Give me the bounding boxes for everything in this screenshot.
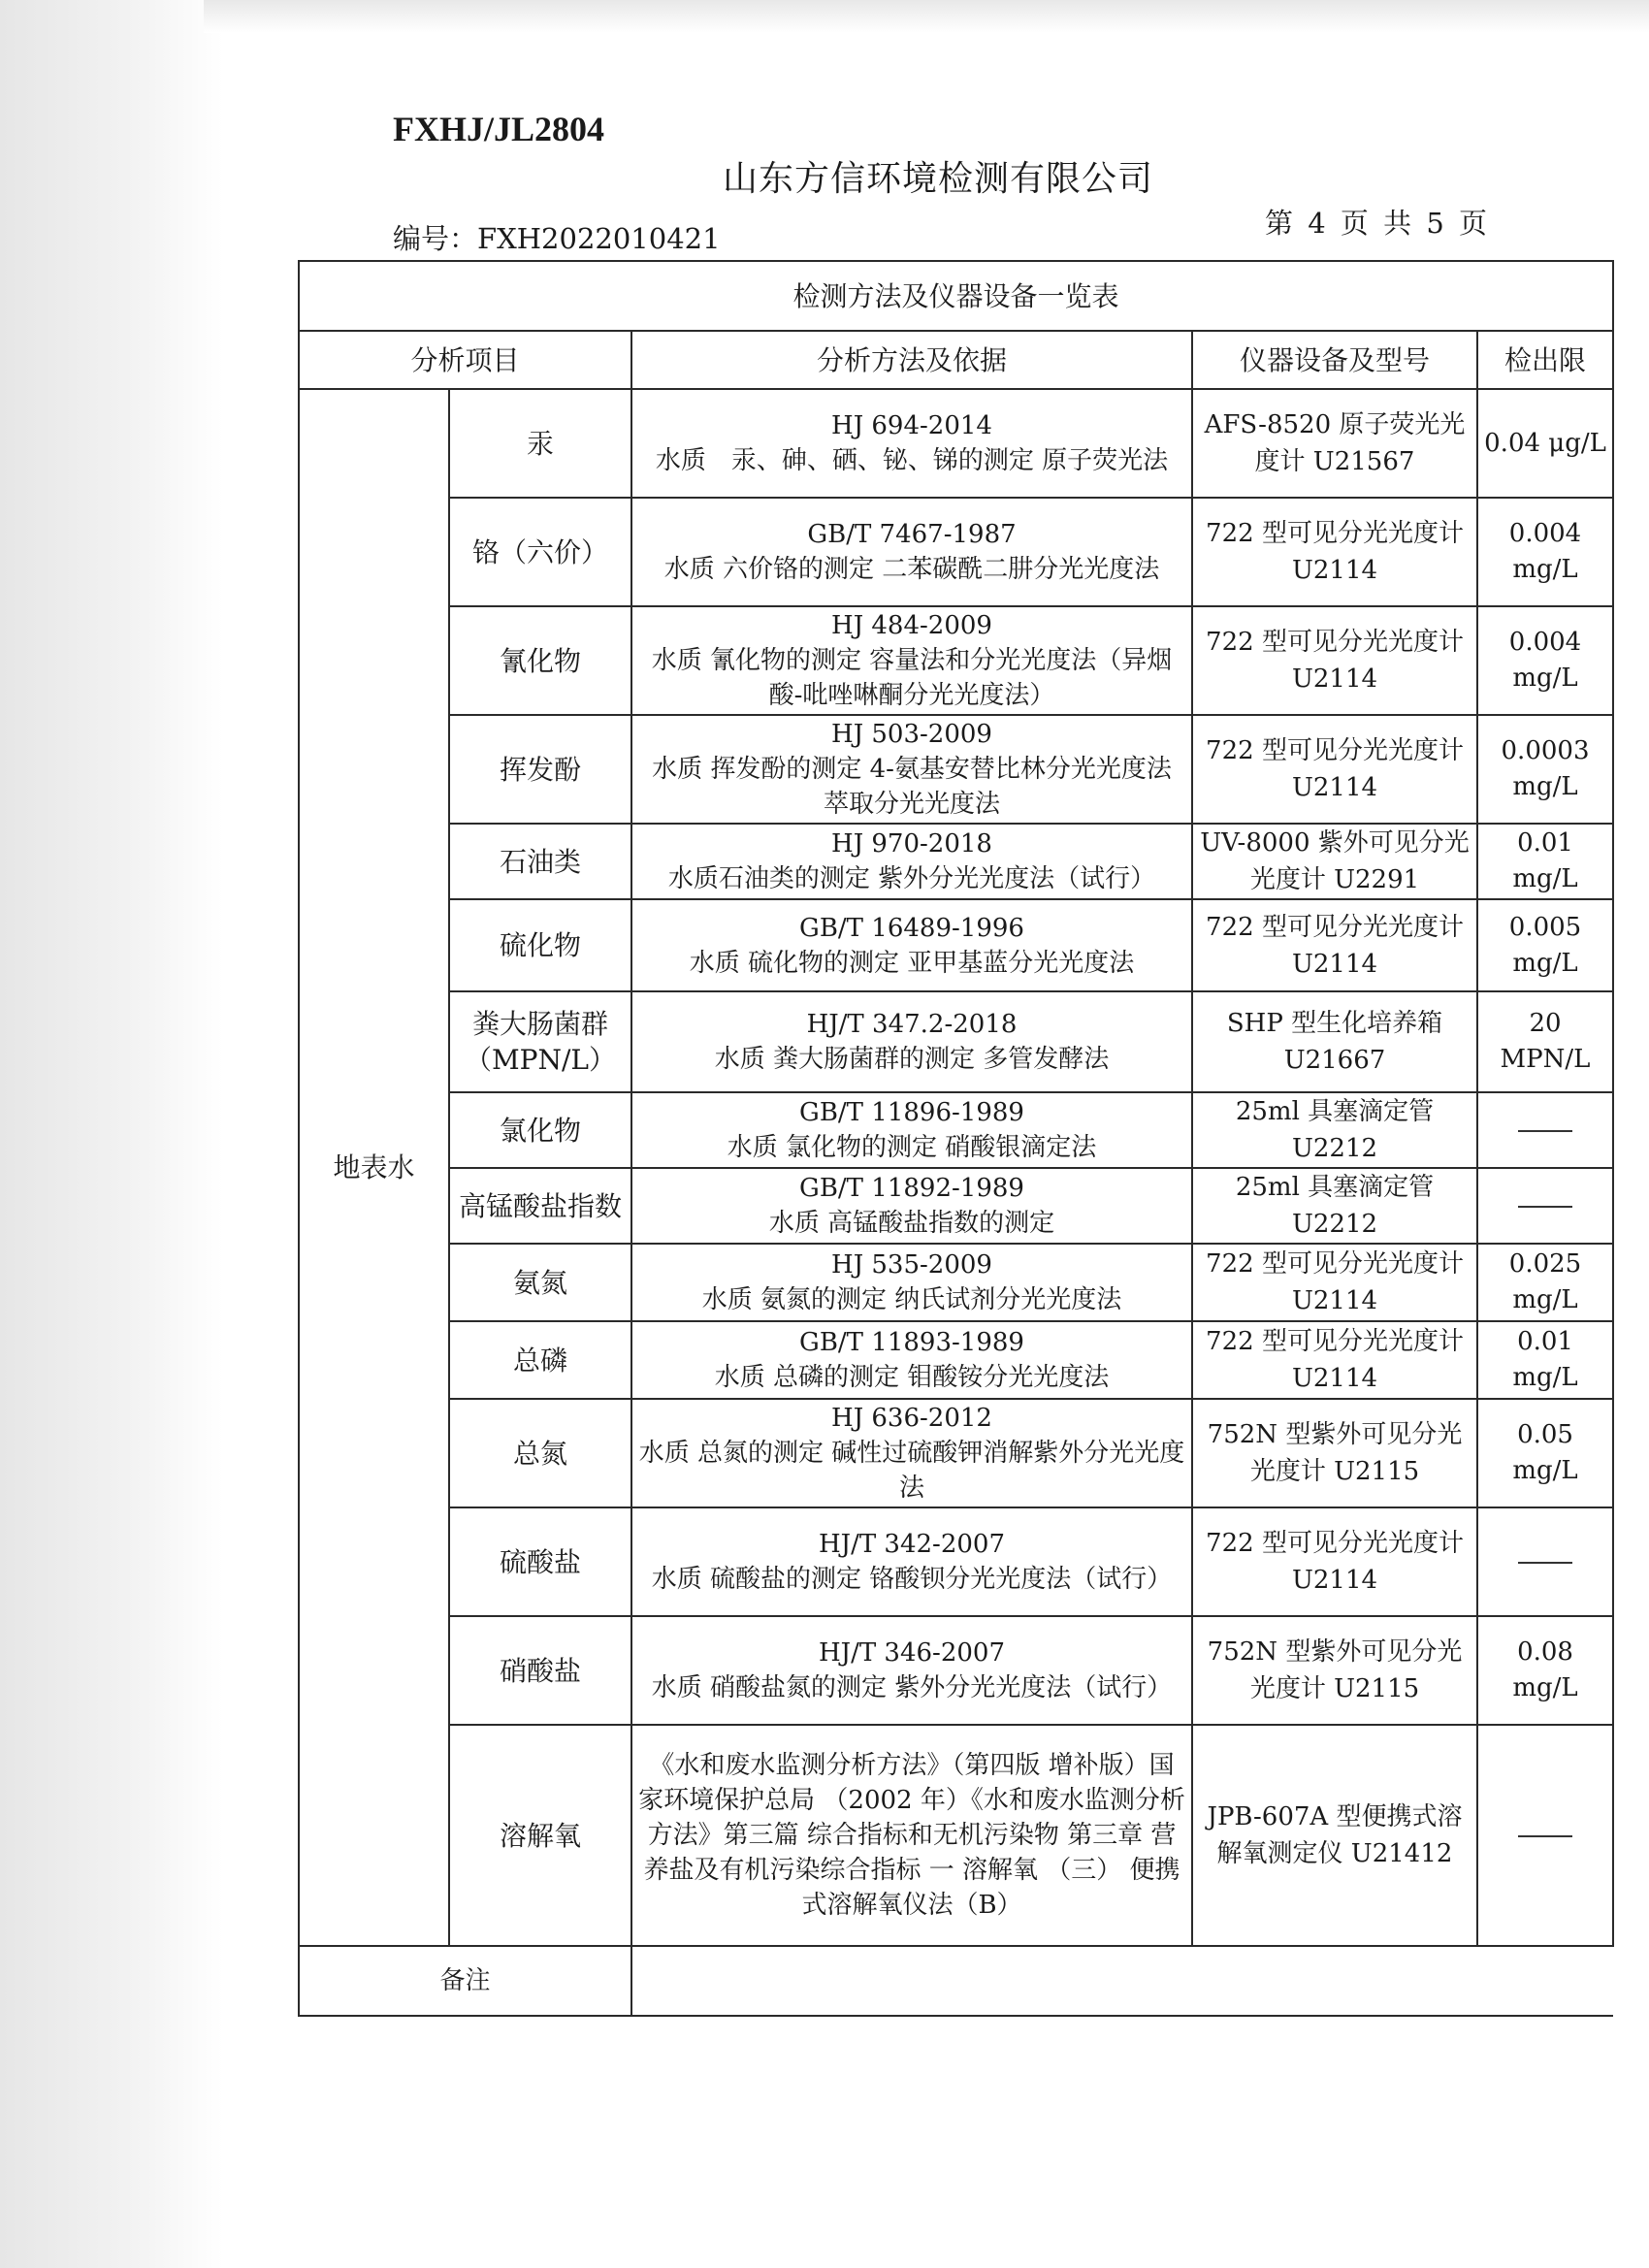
method-cell <box>631 1616 1192 1725</box>
method-description: 水质 氰化物的测定 容量法和分光光度法（异烟酸-吡唑啉酮分光光度法） <box>651 646 1173 710</box>
scan-shadow-top <box>204 0 1649 33</box>
instrument-cell: 722 型可见分光光度计 U2114 <box>1192 1321 1477 1399</box>
method-cell <box>631 1244 1192 1321</box>
table-row <box>299 1399 1613 1507</box>
table-row <box>299 1616 1613 1725</box>
report-serial-number: 编号：FXH2022010421 <box>393 222 721 255</box>
method-description: 水质 硫化物的测定 亚甲基蓝分光光度法 <box>689 948 1135 978</box>
method-cell <box>631 1399 1192 1507</box>
item-cell: 粪大肠菌群（MPN/L） <box>449 991 631 1092</box>
limit-cell: 0.05 mg/L <box>1477 1399 1613 1507</box>
column-header: 分析项目 <box>299 331 631 389</box>
method-cell <box>631 1321 1192 1399</box>
table-row <box>299 1507 1613 1616</box>
empty-value-dash <box>1518 1835 1572 1837</box>
method-description: 水质 总氮的测定 碱性过硫酸钾消解紫外分光光度法 <box>638 1439 1185 1503</box>
method-cell <box>631 1168 1192 1244</box>
method-description: 水质 六价铬的测定 二苯碳酰二肼分光光度法 <box>663 555 1160 584</box>
method-cell <box>631 498 1192 606</box>
method-description: 水质 硫酸盐的测定 铬酸钡分光光度法（试行） <box>651 1565 1173 1594</box>
method-cell <box>631 606 1192 715</box>
limit-cell: 0.025 mg/L <box>1477 1244 1613 1321</box>
limit-cell <box>1477 1725 1613 1946</box>
limit-cell <box>1477 1168 1613 1244</box>
limit-cell: 0.01 mg/L <box>1477 1321 1613 1399</box>
table-row <box>299 498 1613 606</box>
item-cell: 铬（六价） <box>449 498 631 606</box>
instrument-cell: 25ml 具塞滴定管 U2212 <box>1192 1092 1477 1168</box>
page-indicator: 第 4 页 共 5 页 <box>1265 207 1487 240</box>
table-row <box>299 899 1613 991</box>
method-standard: HJ 535-2009 <box>831 1250 992 1280</box>
method-cell <box>631 1092 1192 1168</box>
limit-cell: 0.04 μg/L <box>1477 389 1613 498</box>
table-row <box>299 1244 1613 1321</box>
remark-label: 备注 <box>299 1946 631 2016</box>
instrument-cell: 722 型可见分光光度计 U2114 <box>1192 1244 1477 1321</box>
document-code: FXHJ/JL2804 <box>393 110 605 148</box>
table-caption: 检测方法及仪器设备一览表 <box>299 261 1613 331</box>
method-cell <box>631 991 1192 1092</box>
limit-cell <box>1477 1507 1613 1616</box>
method-cell <box>631 389 1192 498</box>
method-standard: HJ/T 346-2007 <box>818 1638 1006 1668</box>
column-header: 分析方法及依据 <box>631 331 1192 389</box>
instrument-cell: 25ml 具塞滴定管 U2212 <box>1192 1168 1477 1244</box>
method-cell <box>631 1507 1192 1616</box>
limit-cell: 0.005 mg/L <box>1477 899 1613 991</box>
item-cell: 溶解氧 <box>449 1725 631 1946</box>
instrument-cell: 752N 型紫外可见分光光度计 U2115 <box>1192 1616 1477 1725</box>
item-cell: 挥发酚 <box>449 715 631 824</box>
method-standard: HJ 636-2012 <box>831 1404 992 1433</box>
method-standard: GB/T 11893-1989 <box>799 1328 1024 1357</box>
method-standard: HJ 694-2014 <box>831 411 992 440</box>
empty-value-dash <box>1518 1562 1572 1564</box>
limit-cell: 0.01 mg/L <box>1477 824 1613 899</box>
company-name: 山东方信环境检测有限公司 <box>723 159 1154 199</box>
instrument-cell: AFS-8520 原子荧光光度计 U21567 <box>1192 389 1477 498</box>
method-cell: 《水和废水监测分析方法》（第四版 增补版）国家环境保护总局 （2002 年）《水和废水监测分析方法》第三篇 综合指标和无机污染物 第三章 营养盐及有机污染综合指标 一 溶解氧 （三） 便携式溶解氧仪法（B） <box>631 1725 1192 1946</box>
item-cell: 总磷 <box>449 1321 631 1399</box>
item-cell: 硫化物 <box>449 899 631 991</box>
item-cell: 高锰酸盐指数 <box>449 1168 631 1244</box>
category-cell: 地表水 <box>299 389 449 1946</box>
limit-cell: 20 MPN/L <box>1477 991 1613 1092</box>
limit-cell: 0.004 mg/L <box>1477 498 1613 606</box>
item-cell: 硝酸盐 <box>449 1616 631 1725</box>
instrument-cell: 722 型可见分光光度计 U2114 <box>1192 606 1477 715</box>
item-cell: 氨氮 <box>449 1244 631 1321</box>
item-cell: 总氮 <box>449 1399 631 1507</box>
method-description: 水质 挥发酚的测定 4-氨基安替比林分光光度法 萃取分光光度法 <box>652 755 1172 819</box>
item-cell: 氯化物 <box>449 1092 631 1168</box>
table-row <box>299 389 1613 498</box>
empty-value-dash <box>1518 1206 1572 1208</box>
table-row <box>299 715 1613 824</box>
method-standard: HJ 484-2009 <box>831 611 992 640</box>
limit-cell: 0.0003 mg/L <box>1477 715 1613 824</box>
instrument-cell: SHP 型生化培养箱 U21667 <box>1192 991 1477 1092</box>
item-cell: 汞 <box>449 389 631 498</box>
method-description: 水质石油类的测定 紫外分光光度法（试行） <box>667 864 1156 893</box>
table-row <box>299 1168 1613 1244</box>
item-cell: 氰化物 <box>449 606 631 715</box>
item-cell: 石油类 <box>449 824 631 899</box>
table-row <box>299 1321 1613 1399</box>
method-standard: HJ/T 347.2-2018 <box>806 1010 1018 1039</box>
method-description: 水质 氨氮的测定 纳氏试剂分光光度法 <box>701 1285 1122 1314</box>
column-header: 检出限 <box>1477 331 1613 389</box>
method-standard: HJ/T 342-2007 <box>818 1530 1006 1559</box>
instrument-cell: 722 型可见分光光度计 U2114 <box>1192 899 1477 991</box>
remark-value <box>631 1946 1613 2016</box>
instrument-cell: 722 型可见分光光度计 U2114 <box>1192 715 1477 824</box>
method-description: 水质 氯化物的测定 硝酸银滴定法 <box>727 1133 1097 1162</box>
instrument-cell: JPB-607A 型便携式溶解氧测定仪 U21412 <box>1192 1725 1477 1946</box>
table-row <box>299 606 1613 715</box>
item-cell: 硫酸盐 <box>449 1507 631 1616</box>
method-standard: HJ 970-2018 <box>831 829 992 859</box>
method-standard: GB/T 11892-1989 <box>799 1174 1024 1203</box>
method-standard: HJ 503-2009 <box>831 720 992 749</box>
method-standard: GB/T 16489-1996 <box>799 913 1024 943</box>
instrument-cell: 722 型可见分光光度计 U2114 <box>1192 498 1477 606</box>
column-header: 仪器设备及型号 <box>1192 331 1477 389</box>
method-standard: GB/T 7467-1987 <box>807 520 1017 549</box>
method-description: 水质 高锰酸盐指数的测定 <box>768 1209 1055 1238</box>
instrument-cell: 752N 型紫外可见分光光度计 U2115 <box>1192 1399 1477 1507</box>
method-cell <box>631 824 1192 899</box>
remark-row <box>299 1946 1613 2016</box>
table-caption-row <box>299 261 1613 331</box>
method-description: 水质 硝酸盐氮的测定 紫外分光光度法（试行） <box>651 1673 1173 1702</box>
table-row <box>299 991 1613 1092</box>
method-cell <box>631 899 1192 991</box>
scan-shadow-left <box>0 0 223 2268</box>
empty-value-dash <box>1518 1130 1572 1132</box>
method-description: 水质 汞、砷、硒、铋、锑的测定 原子荧光法 <box>655 446 1169 475</box>
table-row <box>299 1092 1613 1168</box>
method-description: 水质 总磷的测定 钼酸铵分光光度法 <box>714 1363 1110 1392</box>
limit-cell <box>1477 1092 1613 1168</box>
methods-instruments-table <box>298 260 1614 2017</box>
instrument-cell: 722 型可见分光光度计 U2114 <box>1192 1507 1477 1616</box>
table-row <box>299 824 1613 899</box>
table-row <box>299 1725 1613 1946</box>
method-standard: GB/T 11896-1989 <box>799 1098 1024 1127</box>
method-cell <box>631 715 1192 824</box>
limit-cell: 0.004 mg/L <box>1477 606 1613 715</box>
limit-cell: 0.08 mg/L <box>1477 1616 1613 1725</box>
instrument-cell: UV-8000 紫外可见分光光度计 U2291 <box>1192 824 1477 899</box>
method-description: 水质 粪大肠菌群的测定 多管发酵法 <box>714 1045 1110 1074</box>
methods-instruments-table-wrapper <box>298 260 1612 2006</box>
table-header-row <box>299 331 1613 389</box>
